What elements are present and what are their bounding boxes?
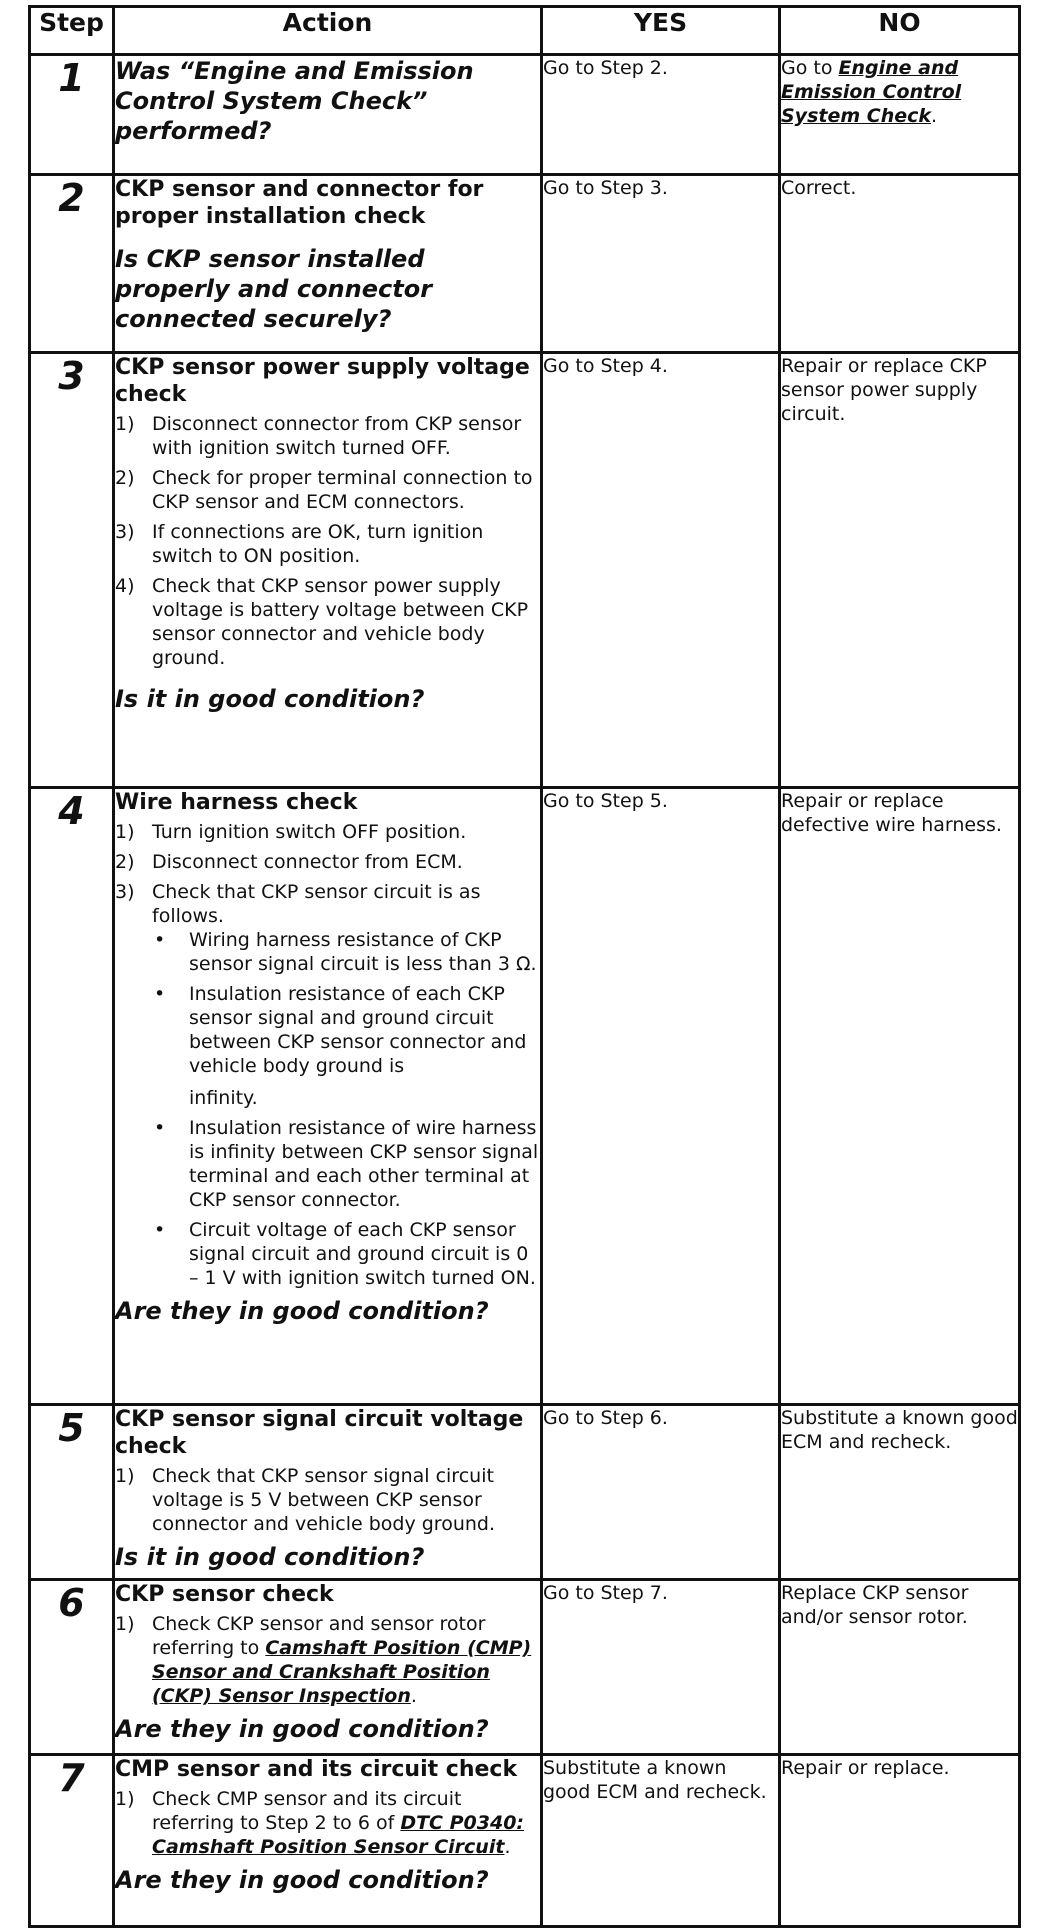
list-item: [115, 1612, 540, 1708]
table-row: [30, 1755, 1020, 1927]
action-cell: [114, 1580, 542, 1755]
diagnosis-table: [28, 5, 1021, 1928]
list-item: [115, 850, 540, 874]
step-number: 6: [30, 1580, 114, 1755]
yes-cell: Go to Step 5.: [542, 788, 780, 1405]
question: Was “Engine and Emission Control System Check” performed?: [115, 57, 474, 145]
list-number: 1): [115, 821, 135, 843]
procedure-list: [115, 412, 540, 670]
action-cell: [114, 353, 542, 788]
question: Are they in good condition?: [115, 1866, 489, 1894]
table-row: [30, 1580, 1020, 1755]
step-number: 1: [30, 55, 114, 175]
procedure-list: [115, 1787, 540, 1859]
action-title: CKP sensor check: [115, 1582, 334, 1607]
table-row: [30, 1405, 1020, 1580]
list-number: 3): [115, 521, 135, 543]
list-item: [115, 820, 540, 844]
action-title: CMP sensor and its circuit check: [115, 1757, 518, 1782]
no-cell: Repair or replace defective wire harness.: [780, 788, 1020, 1405]
list-item: [115, 1464, 540, 1536]
bullet-item: [152, 1116, 540, 1212]
action-title: CKP sensor power supply voltage check: [115, 355, 530, 407]
bullet-icon: •: [154, 983, 166, 1005]
bullet-item: [152, 928, 540, 976]
list-number: 2): [115, 851, 135, 873]
bullet-text: Insulation resistance of each CKP sensor signal and ground circuit between CKP sensor connector and vehicle body ground is: [189, 983, 527, 1077]
header-step: Step: [30, 7, 114, 55]
table-row: [30, 353, 1020, 788]
no-cell: Replace CKP sensor and/or sensor rotor.: [780, 1580, 1020, 1755]
no-text: Go to: [781, 57, 839, 79]
dtc-p0340-link[interactable]: DTC P0340: Camshaft Position Sensor Circuit: [152, 1812, 525, 1858]
bullet-item: [152, 1218, 540, 1290]
action-title: CKP sensor signal circuit voltage check: [115, 1407, 524, 1459]
list-item: [115, 466, 540, 514]
step-number: 4: [30, 788, 114, 1405]
table-row: [30, 55, 1020, 175]
no-cell: Substitute a known good ECM and recheck.: [780, 1405, 1020, 1580]
list-text: Disconnect connector from CKP sensor with ignition switch turned OFF.: [152, 413, 522, 459]
bullet-text: Insulation resistance of wire harness is infinity between CKP sensor signal terminal and each other terminal at CKP sensor connector.: [189, 1117, 539, 1211]
condition-list: [152, 928, 540, 1290]
list-text: Check that CKP sensor circuit is as follows.: [152, 881, 481, 927]
list-item: [115, 520, 540, 568]
step-number: 7: [30, 1755, 114, 1927]
action-title: Wire harness check: [115, 790, 358, 815]
yes-cell: Substitute a known good ECM and recheck.: [542, 1755, 780, 1927]
list-number: 2): [115, 467, 135, 489]
list-text: Check CKP sensor and sensor rotor referring to: [152, 1613, 486, 1659]
yes-cell: Go to Step 7.: [542, 1580, 780, 1755]
bullet-icon: •: [154, 929, 166, 951]
action-cell: [114, 1405, 542, 1580]
header-yes: YES: [542, 7, 780, 55]
list-number: 1): [115, 1465, 135, 1487]
bullet-icon: •: [154, 1117, 166, 1139]
list-text-suffix: .: [504, 1836, 511, 1858]
list-item: [115, 574, 540, 670]
table-row: [30, 788, 1020, 1405]
list-item: [115, 412, 540, 460]
list-text: Check for proper terminal connection to CKP sensor and ECM connectors.: [152, 467, 533, 513]
step-number: 5: [30, 1405, 114, 1580]
header-row: [30, 7, 1020, 55]
action-cell: [114, 788, 542, 1405]
list-text: If connections are OK, turn ignition switch to ON position.: [152, 521, 484, 567]
action-cell: [114, 55, 542, 175]
list-number: 1): [115, 1788, 135, 1810]
question: Is it in good condition?: [115, 1543, 425, 1571]
action-cell: [114, 175, 542, 353]
step-number: 3: [30, 353, 114, 788]
bullet-text: Circuit voltage of each CKP sensor signal circuit and ground circuit is 0 – 1 V with ignition switch turned ON.: [189, 1219, 536, 1289]
no-cell: Repair or replace.: [780, 1755, 1020, 1927]
question: Are they in good condition?: [115, 1297, 489, 1325]
header-action: Action: [114, 7, 542, 55]
list-number: 1): [115, 1613, 135, 1635]
list-text: Check that CKP sensor power supply voltage is battery voltage between CKP sensor connector and vehicle body ground.: [152, 575, 529, 669]
step-number: 2: [30, 175, 114, 353]
no-cell: [780, 55, 1020, 175]
list-number: 4): [115, 575, 135, 597]
action-title: CKP sensor and connector for proper installation check: [115, 177, 484, 229]
bullet-text: Wiring harness resistance of CKP sensor signal circuit is less than 3 Ω.: [189, 929, 537, 975]
yes-cell: Go to Step 4.: [542, 353, 780, 788]
yes-cell: Go to Step 2.: [542, 55, 780, 175]
list-text: Check that CKP sensor signal circuit voltage is 5 V between CKP sensor connector and vehicle body ground.: [152, 1465, 496, 1535]
action-cell: [114, 1755, 542, 1927]
list-text: Disconnect connector from ECM.: [152, 851, 463, 873]
yes-cell: Go to Step 3.: [542, 175, 780, 353]
list-item: [115, 880, 540, 1290]
question: Is CKP sensor installed properly and connector connected securely?: [115, 245, 433, 333]
no-text-suffix: .: [931, 105, 938, 127]
engine-check-link[interactable]: Engine and Emission Control System Check: [781, 57, 962, 127]
list-text: Check CMP sensor and its circuit referring to Step 2 to 6 of: [152, 1788, 462, 1834]
ckp-inspection-link[interactable]: Camshaft Position (CMP) Sensor and Crankshaft Position (CKP) Sensor Inspection: [152, 1637, 532, 1707]
header-no: NO: [780, 7, 1020, 55]
no-cell: Correct.: [780, 175, 1020, 353]
bullet-item: [152, 982, 540, 1110]
list-item: [115, 1787, 540, 1859]
bullet-text-tail: infinity.: [189, 1087, 258, 1109]
procedure-list: [115, 1464, 540, 1536]
question: Is it in good condition?: [115, 685, 425, 713]
procedure-list: [115, 1612, 540, 1708]
question: Are they in good condition?: [115, 1715, 489, 1743]
list-number: 1): [115, 413, 135, 435]
bullet-icon: •: [154, 1219, 166, 1241]
table-row: [30, 175, 1020, 353]
yes-cell: Go to Step 6.: [542, 1405, 780, 1580]
list-number: 3): [115, 881, 135, 903]
list-text: Turn ignition switch OFF position.: [152, 821, 467, 843]
list-text-suffix: .: [410, 1685, 417, 1707]
procedure-list: [115, 820, 540, 1290]
no-cell: Repair or replace CKP sensor power supply circuit.: [780, 353, 1020, 788]
